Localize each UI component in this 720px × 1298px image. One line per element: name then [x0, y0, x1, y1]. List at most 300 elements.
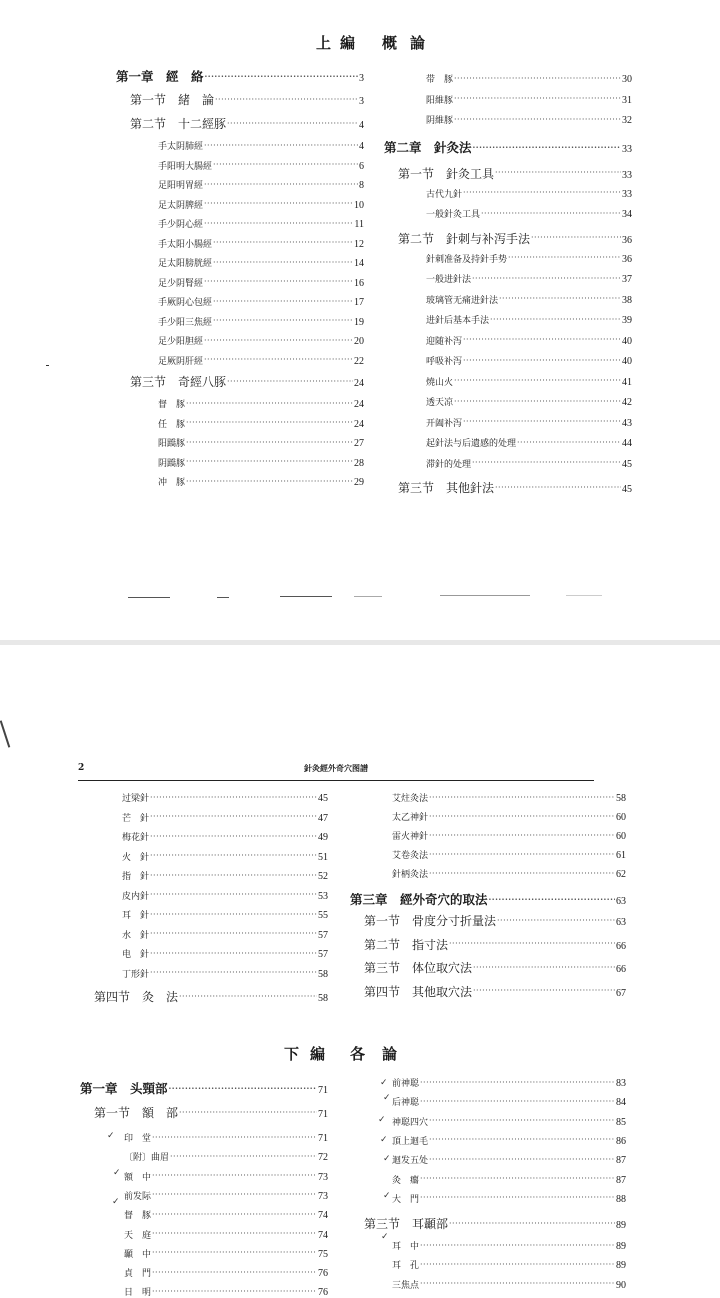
handwritten-check-icon: ✓ [383, 1093, 391, 1103]
toc-entry-page-number: 88 [616, 1193, 626, 1205]
dot-leader [472, 275, 621, 283]
toc-entry-page-number: 89 [616, 1260, 626, 1272]
handwritten-check-icon: ✓ [380, 1078, 388, 1088]
toc-entry-title: 第三节 奇經八豚 [130, 375, 227, 389]
toc-entry-page-number: 29 [354, 477, 364, 488]
dot-leader [420, 1079, 615, 1087]
scan-artifact [0, 720, 10, 747]
dot-leader [429, 1117, 615, 1125]
toc-entry-item [392, 1076, 626, 1089]
toc-entry-item [158, 295, 364, 308]
toc-entry-title: 电 針 [122, 950, 150, 960]
scan-artifact [128, 597, 170, 598]
toc-entry-item [392, 791, 626, 804]
dot-leader [449, 940, 615, 948]
toc-entry-sect [364, 959, 626, 976]
toc-entry-item [158, 315, 364, 328]
dot-leader [204, 181, 358, 189]
toc-entry-title: 日 明 [124, 1288, 152, 1298]
toc-entry-page-number: 73 [318, 1171, 328, 1183]
toc-entry-page-number: 86 [616, 1135, 626, 1147]
toc-entry-item [426, 93, 632, 106]
toc-entry-page-number: 17 [354, 297, 364, 308]
toc-entry-title: 耳 孔 [392, 1261, 420, 1272]
toc-entry-sect [130, 373, 364, 390]
dot-leader [454, 398, 621, 406]
toc-entry-title: 第一节 骨度分寸折量法 [364, 914, 497, 928]
toc-entry-item [426, 375, 632, 388]
toc-entry-item [122, 850, 328, 863]
toc-entry-sect [398, 479, 632, 496]
toc-entry-page-number: 49 [318, 832, 328, 843]
dot-leader [152, 1191, 317, 1199]
toc-entry-title: 阴蹻豚 [158, 458, 186, 469]
toc-entry-page-number: 60 [616, 831, 626, 842]
dot-leader [205, 72, 358, 80]
dot-leader [429, 813, 615, 821]
toc-entry-title: 手太阴肺經 [158, 142, 204, 152]
dot-leader [152, 1269, 317, 1277]
toc-entry-page-number: 89 [616, 1220, 626, 1232]
toc-entry-item [392, 829, 626, 842]
toc-entry-title: 第二节 針刺与补泻手法 [398, 231, 531, 246]
toc-entry-page-number: 22 [354, 355, 364, 367]
toc-entry-item [426, 293, 632, 306]
dot-leader [429, 1156, 615, 1164]
toc-entry-item [392, 1173, 626, 1186]
dot-leader [531, 234, 621, 242]
dot-leader [429, 794, 615, 802]
toc-entry-page-number: 89 [616, 1241, 626, 1253]
toc-entry-page-number: 37 [622, 274, 632, 285]
toc-entry-title: 艾炷灸法 [392, 794, 429, 804]
handwritten-check-icon: ✓ [383, 1154, 391, 1164]
toc-entry-page-number: 40 [622, 335, 632, 347]
toc-entry-title: 天 庭 [124, 1230, 152, 1241]
toc-entry-item [426, 313, 632, 326]
dot-leader [420, 1280, 615, 1288]
toc-entry-page-number: 63 [616, 896, 626, 907]
toc-entry-page-number: 28 [354, 457, 364, 469]
toc-entry-page-number: 74 [318, 1229, 328, 1241]
dot-leader [152, 1288, 317, 1296]
part-title-lower [284, 1043, 400, 1064]
dot-leader [150, 872, 317, 880]
toc-entry-page-number: 43 [622, 417, 632, 429]
dot-leader [463, 189, 621, 197]
toc-entry-page-number: 3 [359, 73, 364, 84]
toc-entry-item [158, 217, 364, 230]
toc-entry-title: 古代九針 [426, 189, 463, 200]
dot-leader [150, 833, 317, 841]
toc-entry-title: 督 豚 [158, 400, 186, 410]
toc-entry-title: 第三节 耳顳部 [364, 1217, 449, 1232]
toc-entry-item [158, 159, 364, 172]
dot-leader [227, 378, 353, 386]
toc-entry-page-number: 71 [318, 1133, 328, 1144]
toc-entry-title: 任 豚 [158, 419, 186, 430]
toc-entry-item [124, 1189, 328, 1202]
toc-entry-title: 芒 針 [122, 813, 150, 824]
toc-entry-title: 迴发五处 [392, 1156, 429, 1167]
dot-leader [490, 316, 621, 324]
toc-entry-item [158, 397, 364, 410]
toc-entry-title: 一般針灸工具 [426, 210, 481, 220]
dot-leader [489, 895, 615, 903]
toc-entry-sect [364, 936, 626, 953]
running-header [78, 763, 594, 777]
toc-entry-title: 顳 中 [124, 1249, 152, 1260]
toc-entry-page-number: 36 [622, 234, 632, 246]
dot-leader [213, 239, 353, 247]
toc-entry-page-number: 61 [616, 850, 626, 861]
toc-entry-sect [130, 91, 364, 108]
toc-entry-title: 耳 針 [122, 911, 150, 921]
toc-entry-item [426, 252, 632, 265]
toc-entry-item [124, 1266, 328, 1279]
toc-entry-title: 透天凉 [426, 398, 454, 408]
toc-entry-page-number: 84 [616, 1097, 626, 1109]
toc-entry-chap [384, 138, 632, 156]
toc-entry-page-number: 76 [318, 1268, 328, 1280]
toc-entry-item [122, 908, 328, 921]
toc-entry-title: 太乙神針 [392, 813, 429, 823]
toc-entry-item [426, 272, 632, 285]
dot-leader [170, 1153, 317, 1161]
toc-entry-page-number: 73 [318, 1190, 328, 1202]
dot-leader [495, 484, 621, 492]
toc-entry-title: 第四节 其他取穴法 [364, 984, 473, 999]
toc-entry-page-number: 72 [318, 1152, 328, 1164]
toc-entry-page-number: 76 [318, 1287, 328, 1298]
dot-leader [204, 278, 353, 286]
toc-entry-title: 督 豚 [124, 1211, 152, 1222]
toc-entry-title: 第三节 体位取穴法 [364, 961, 473, 975]
toc-entry-title: 阴維豚 [426, 116, 454, 126]
toc-entry-item [158, 334, 364, 347]
toc-entry-title: 冲 豚 [158, 478, 186, 488]
toc-entry-page-number: 63 [616, 917, 626, 928]
toc-entry-page-number: 45 [318, 793, 328, 804]
toc-entry-item [158, 276, 364, 289]
toc-entry-item [426, 416, 632, 429]
toc-entry-title: 手太阳小腸經 [158, 239, 213, 250]
toc-entry-item [426, 457, 632, 470]
toc-entry-page-number: 66 [616, 940, 626, 952]
dot-leader [215, 96, 358, 104]
toc-entry-sect [364, 1215, 626, 1232]
toc-entry-item [426, 334, 632, 347]
toc-entry-title: 手少阴心經 [158, 220, 204, 230]
dot-leader [186, 400, 353, 408]
toc-entry-item [158, 475, 364, 488]
dot-leader [429, 832, 615, 840]
handwritten-check-icon: ✓ [112, 1197, 120, 1207]
dot-leader [152, 1172, 317, 1180]
dot-leader [150, 969, 317, 977]
toc-entry-title: 足阳明胃經 [158, 181, 204, 191]
toc-entry-title: 燒山火 [426, 377, 454, 388]
toc-entry-title: 第一章 經 絡 [116, 69, 204, 84]
toc-entry-page-number: 24 [354, 378, 364, 389]
toc-entry-title: 第一章 头頸部 [80, 1081, 168, 1096]
dot-leader [472, 459, 621, 467]
toc-entry-item [124, 1247, 328, 1260]
toc-entry-item [392, 1115, 626, 1128]
toc-entry-title: 手阳明大腸經 [158, 161, 213, 172]
dot-leader [420, 1175, 615, 1183]
toc-entry-page-number: 20 [354, 336, 364, 347]
toc-entry-sect [130, 115, 364, 132]
dot-leader [463, 418, 621, 426]
toc-entry-item [392, 1153, 626, 1166]
toc-entry-item [392, 1134, 626, 1147]
handwritten-check-icon: ✓ [381, 1232, 389, 1242]
toc-entry-page-number: 87 [616, 1174, 626, 1186]
toc-entry-title: 开阖补泻 [426, 418, 463, 429]
toc-entry-title: 第四节 灸 法 [94, 990, 179, 1004]
toc-entry-title: 火 針 [122, 852, 150, 863]
toc-entry-page-number: 41 [622, 376, 632, 388]
toc-entry-title: 〔附〕曲眉 [124, 1153, 170, 1164]
toc-entry-title: 进針后基本手法 [426, 316, 490, 326]
toc-entry-page-number: 32 [622, 115, 632, 126]
toc-entry-page-number: 24 [354, 418, 364, 430]
scan-artifact [440, 595, 530, 596]
toc-entry-page-number: 36 [622, 253, 632, 265]
scan-artifact [354, 596, 382, 597]
dot-leader [463, 336, 621, 344]
toc-entry-title: 第三章 經外奇穴的取法 [350, 892, 488, 907]
dot-leader [152, 1249, 317, 1257]
dot-leader [150, 852, 317, 860]
toc-entry-item [124, 1170, 328, 1183]
toc-entry-sect [398, 165, 632, 182]
dot-leader [152, 1211, 317, 1219]
dot-leader [152, 1230, 317, 1238]
dot-leader [179, 1109, 317, 1117]
toc-entry-page-number: 10 [354, 199, 364, 211]
toc-entry-page-number: 19 [354, 316, 364, 328]
toc-entry-title: 灸 癟 [392, 1175, 420, 1186]
part-title-char: 上 [316, 34, 335, 52]
toc-entry-page-number: 45 [622, 484, 632, 495]
toc-entry-page-number: 27 [354, 438, 364, 449]
toc-entry-title: 印 堂 [124, 1134, 152, 1144]
toc-entry-title: 針柄灸法 [392, 870, 429, 880]
toc-entry-page-number: 85 [616, 1116, 626, 1128]
toc-entry-page-number: 58 [616, 793, 626, 804]
dot-leader [213, 298, 353, 306]
toc-entry-page-number: 90 [616, 1279, 626, 1291]
toc-entry-item [392, 848, 626, 861]
scan-artifact [280, 596, 332, 597]
toc-entry-item [426, 113, 632, 126]
scan-artifact [46, 365, 49, 366]
dot-leader [227, 120, 358, 128]
dot-leader [473, 143, 621, 151]
dot-leader [481, 210, 621, 218]
toc-entry-title: 額 中 [124, 1172, 152, 1183]
toc-entry-sect [398, 230, 632, 247]
toc-entry-page-number: 44 [622, 438, 632, 449]
toc-entry-title: 前神聪 [392, 1079, 420, 1089]
toc-entry-title: 呼吸补泻 [426, 357, 463, 367]
toc-entry-item [426, 436, 632, 449]
dot-leader [429, 851, 615, 859]
toc-entry-page-number: 40 [622, 356, 632, 367]
toc-entry-item [158, 436, 364, 449]
toc-entry-page-number: 75 [318, 1248, 328, 1260]
toc-entry-item [392, 867, 626, 880]
dot-leader [420, 1194, 615, 1202]
toc-entry-page-number: 33 [622, 169, 632, 181]
dot-leader [204, 220, 353, 228]
toc-entry-title: 雷火神針 [392, 832, 429, 842]
toc-entry-page-number: 42 [622, 397, 632, 408]
dot-leader [186, 478, 353, 486]
toc-entry-title: 阳蹻豚 [158, 439, 186, 449]
toc-entry-title: 艾卷灸法 [392, 851, 429, 861]
toc-entry-title: 足少阳胆經 [158, 337, 204, 347]
page-number: 2 [78, 763, 85, 773]
dot-leader [186, 419, 353, 427]
scanned-page-1 [0, 0, 720, 640]
dot-leader [429, 870, 615, 878]
scan-artifact [217, 597, 229, 598]
toc-entry-item [426, 207, 632, 220]
toc-entry-page-number: 3 [359, 96, 364, 107]
toc-entry-item [122, 967, 328, 980]
dot-leader [150, 950, 317, 958]
toc-entry-title: 第一节 針灸工具 [398, 166, 495, 181]
toc-entry-title: 迎随补泻 [426, 336, 463, 347]
toc-entry-item [158, 456, 364, 469]
dot-leader [497, 917, 615, 925]
toc-entry-page-number: 34 [622, 209, 632, 220]
toc-entry-item [124, 1150, 328, 1163]
part-title-char: 編 [310, 1045, 329, 1063]
toc-entry-item [392, 1258, 626, 1271]
dot-leader [150, 891, 317, 899]
toc-entry-title: 第一节 額 部 [94, 1106, 179, 1120]
running-title: 針灸經外奇穴图譜 [304, 763, 368, 773]
scan-artifact [566, 595, 602, 596]
toc-entry-title: 丁形針 [122, 969, 150, 980]
toc-entry-page-number: 57 [318, 929, 328, 941]
part-title-char: 各 [350, 1045, 369, 1063]
toc-entry-page-number: 87 [616, 1155, 626, 1167]
toc-entry-page-number: 45 [622, 458, 632, 470]
dot-leader [186, 458, 353, 466]
toc-entry-page-number: 51 [318, 851, 328, 863]
toc-entry-title: 第二节 指寸法 [364, 937, 449, 952]
toc-entry-title: 足厥阴肝經 [158, 356, 204, 367]
handwritten-check-icon: ✓ [383, 1191, 391, 1201]
toc-entry-sect [364, 912, 626, 929]
dot-leader [420, 1098, 615, 1106]
toc-entry-item [158, 256, 364, 269]
toc-entry-sect [364, 983, 626, 1000]
handwritten-check-icon: ✓ [380, 1135, 388, 1145]
toc-entry-page-number: 71 [318, 1085, 328, 1096]
dot-leader [213, 161, 358, 169]
toc-entry-page-number: 58 [318, 968, 328, 980]
toc-entry-item [426, 187, 632, 200]
toc-entry-page-number: 60 [616, 812, 626, 823]
toc-entry-item [426, 72, 632, 85]
toc-entry-item [426, 395, 632, 408]
toc-entry-title: 手厥阴心包經 [158, 298, 213, 308]
toc-entry-page-number: 83 [616, 1078, 626, 1089]
toc-entry-page-number: 62 [616, 869, 626, 880]
toc-entry-page-number: 31 [622, 94, 632, 106]
toc-entry-title: 阳維豚 [426, 95, 454, 106]
toc-entry-sect [94, 988, 328, 1005]
toc-entry-item [158, 417, 364, 430]
dot-leader [150, 813, 317, 821]
dot-leader [449, 1220, 615, 1228]
toc-entry-item [122, 791, 328, 804]
toc-entry-item [158, 237, 364, 250]
toc-entry-page-number: 4 [359, 141, 364, 152]
toc-entry-title: 过梁針 [122, 794, 150, 804]
toc-entry-page-number: 14 [354, 258, 364, 269]
toc-entry-chap [116, 67, 364, 85]
part-title-upper [316, 32, 428, 53]
toc-entry-item [426, 354, 632, 367]
toc-entry-page-number: 30 [622, 74, 632, 85]
handwritten-check-icon: ✓ [113, 1168, 121, 1178]
toc-entry-item [392, 1278, 626, 1291]
toc-entry-item [158, 354, 364, 367]
toc-entry-item [124, 1228, 328, 1241]
toc-entry-title: 起針法与后遺感的处理 [426, 439, 517, 449]
dot-leader [473, 964, 615, 972]
toc-entry-chap [80, 1079, 328, 1097]
toc-entry-page-number: 66 [616, 964, 626, 975]
toc-entry-page-number: 38 [622, 294, 632, 306]
toc-entry-page-number: 47 [318, 812, 328, 824]
toc-entry-title: 水 針 [122, 930, 150, 941]
toc-entry-title: 前发际 [124, 1191, 152, 1202]
toc-entry-title: 皮内針 [122, 891, 150, 902]
toc-entry-page-number: 8 [359, 180, 364, 191]
toc-entry-page-number: 74 [318, 1210, 328, 1222]
dot-leader [454, 116, 621, 124]
toc-entry-page-number: 24 [354, 399, 364, 410]
dot-leader [179, 993, 317, 1001]
dot-leader [495, 169, 621, 177]
toc-entry-page-number: 12 [354, 238, 364, 250]
toc-entry-title: 指 針 [122, 872, 150, 882]
dot-leader [517, 439, 621, 447]
dot-leader [454, 95, 621, 103]
toc-entry-page-number: 6 [359, 160, 364, 172]
dot-leader [204, 142, 358, 150]
toc-entry-page-number: 33 [622, 188, 632, 200]
part-title-char: 下 [284, 1045, 303, 1063]
dot-leader [499, 295, 621, 303]
toc-entry-title: 足少阴腎經 [158, 278, 204, 289]
toc-entry-title: 足太阴脾經 [158, 200, 204, 211]
toc-entry-item [122, 869, 328, 882]
handwritten-check-icon: ✓ [378, 1115, 386, 1125]
toc-entry-item [124, 1285, 328, 1298]
toc-entry-item [158, 198, 364, 211]
dot-leader [204, 356, 353, 364]
toc-entry-title: 带 豚 [426, 75, 454, 85]
